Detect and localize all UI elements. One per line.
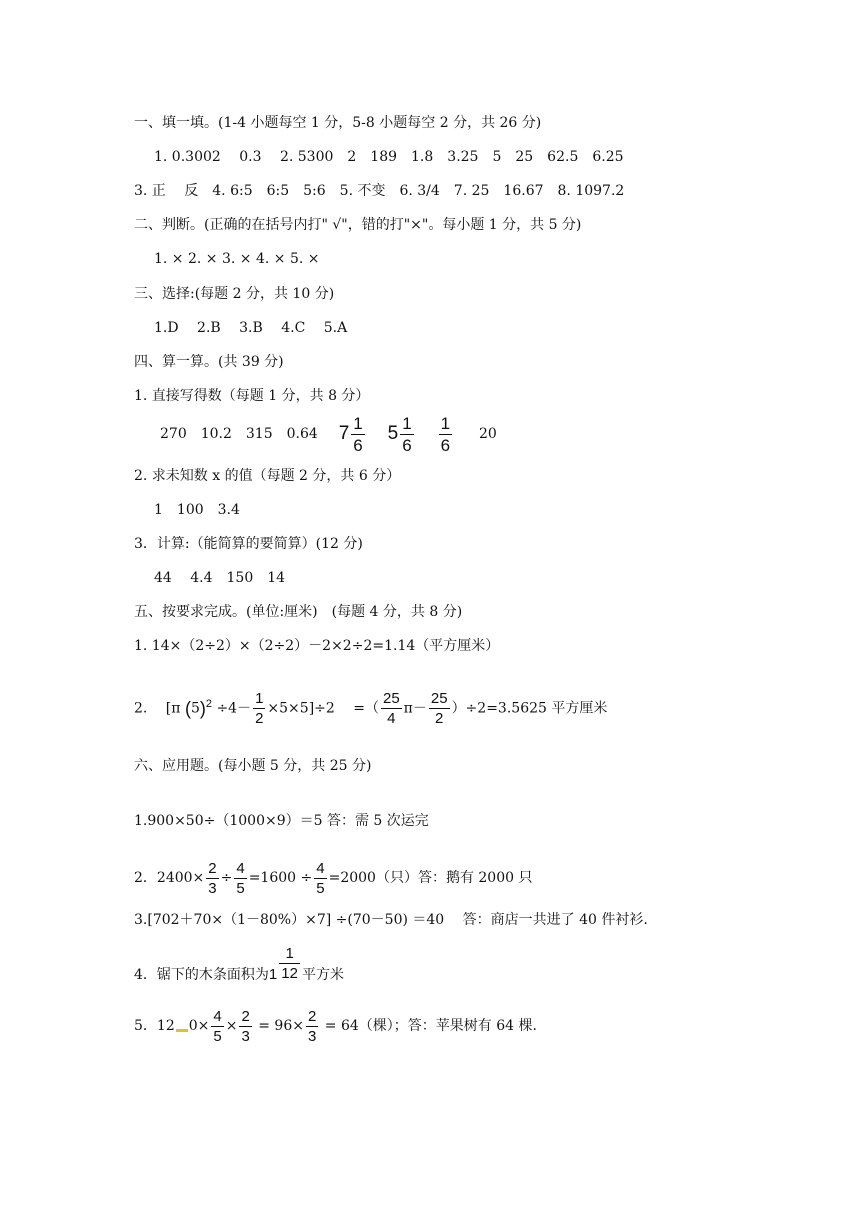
section-2-answers: 1. × 2. × 3. × 4. × 5. × bbox=[154, 251, 320, 267]
q1-fraction-3: $\frac{1}{6}$ bbox=[440, 413, 451, 455]
open-paren: ( bbox=[184, 698, 191, 719]
q5-prefix: 5．12 bbox=[134, 1018, 175, 1034]
q2-fraction-1: $\frac{1}{2}$ bbox=[255, 690, 264, 728]
q4-prefix: 4．锯下的木条面积为 bbox=[134, 967, 269, 983]
section-5-title: 五、按要求完成。(单位:厘米) (每题 4 分，共 8 分) bbox=[134, 604, 463, 620]
section-3-title: 三、选择:(每题 2 分，共 10 分) bbox=[134, 286, 335, 302]
section-6-q5 bbox=[134, 1004, 537, 1048]
q2-prefix: 2．2400× bbox=[134, 870, 205, 886]
q4-whole: 1 bbox=[268, 966, 278, 983]
q5-part-d: = 96× bbox=[253, 1018, 304, 1034]
section-4-title: 四、算一算。(共 39 分) bbox=[134, 354, 284, 370]
section-6-q4 bbox=[134, 944, 344, 1000]
q2-fraction-1: $\frac{2}{3}$ bbox=[208, 859, 217, 897]
q2-result: =2000（只）答：鹅有 2000 只 bbox=[328, 870, 533, 886]
section-4-q1-answers bbox=[160, 412, 497, 456]
section-6-q2 bbox=[134, 856, 532, 900]
section-4-q2-answers: 1 100 3.4 bbox=[154, 502, 240, 518]
q2-part-c: =1600 ÷ bbox=[248, 870, 313, 886]
q1-mixed-1-fraction: $\frac{1}{6}$ bbox=[353, 413, 363, 455]
exponent: 2 bbox=[205, 698, 212, 710]
section-6-title: 六、应用题。(每小题 5 分，共 25 分) bbox=[134, 758, 372, 774]
section-6-q3: 3.[702＋70×（1－80%）×7] ÷(70－50) ＝40 答：商店一共进了 40 件衬衫. bbox=[134, 912, 648, 928]
section-1-title: 一、填一填。(1-4 小题每空 1 分，5-8 小题每空 2 分，共 26 分) bbox=[134, 115, 542, 131]
q2-fraction-3: $\frac{25}{2}$ bbox=[430, 690, 448, 728]
q5-fraction-3: $\frac{2}{3}$ bbox=[307, 1007, 317, 1045]
q1-mixed-2-fraction: $\frac{1}{6}$ bbox=[402, 413, 412, 455]
highlight-mark bbox=[176, 1029, 188, 1032]
q5-fraction-2: $\frac{2}{3}$ bbox=[241, 1007, 250, 1045]
section-4-q3-answers: 44 4.4 150 14 bbox=[154, 570, 286, 586]
q2-part-d: ×5×5]÷2 =（ bbox=[267, 700, 379, 717]
q1-plain-answers: 270 10.2 315 0.64 bbox=[160, 426, 318, 442]
radius-value: 5 bbox=[190, 700, 200, 717]
section-1-answers-line-2: 3. 正 反 4. 6:5 6:5 5:6 5. 不变 6. 3/4 7. 25 16.67 8. 1097.2 bbox=[134, 183, 625, 199]
q2-fraction-3: $\frac{4}{5}$ bbox=[316, 859, 325, 897]
divide-sign: ÷ bbox=[220, 870, 233, 886]
q2-part-e: π－ bbox=[403, 700, 427, 717]
q5-fraction-1: $\frac{4}{5}$ bbox=[213, 1007, 222, 1045]
q2-part-c: ÷4－ bbox=[216, 700, 252, 717]
q5-part-b: 0× bbox=[188, 1018, 210, 1034]
section-3-answers: 1.D 2.B 3.B 4.C 5.A bbox=[154, 320, 348, 336]
q1-mixed-1-whole: 7 bbox=[338, 423, 350, 444]
close-paren: ) bbox=[199, 698, 206, 719]
section-4-q1-title: 1. 直接写得数（每题 1 分，共 8 分） bbox=[134, 388, 370, 404]
q5-result: = 64（棵）；答：苹果树有 64 棵. bbox=[320, 1018, 537, 1034]
section-4-q3-title: 3．计算:（能简算的要简算）(12 分) bbox=[134, 536, 363, 552]
q1-last-answer: 20 bbox=[478, 426, 497, 442]
section-6-q1: 1.900×50÷（1000×9）＝5 答：需 5 次运完 bbox=[134, 813, 429, 829]
section-2-title: 二、判断。(正确的在括号内打" √"，错的打"×"。每小题 1 分，共 5 分) bbox=[134, 217, 582, 233]
q4-fraction: $\frac{1}{12}$ bbox=[281, 944, 298, 982]
q2-prefix: 2. [π bbox=[134, 700, 181, 717]
q1-mixed-2-whole: 5 bbox=[387, 423, 399, 444]
section-5-q1: 1. 14×（2÷2）×（2÷2）－2×2÷2=1.14（平方厘米） bbox=[134, 638, 500, 654]
section-5-q2 bbox=[134, 682, 607, 731]
section-4-q2-title: 2. 求未知数 x 的值（每题 2 分，共 6 分） bbox=[134, 468, 401, 484]
q2-result: ）÷2=3.5625 平方厘米 bbox=[451, 700, 608, 717]
times-sign: × bbox=[225, 1018, 238, 1034]
q2-fraction-2: $\frac{25}{4}$ bbox=[382, 690, 400, 728]
q2-fraction-2: $\frac{4}{5}$ bbox=[236, 859, 245, 897]
section-1-answers-line-1: 1. 0.3002 0.3 2. 5300 2 189 1.8 3.25 5 25 62.5 6.25 bbox=[154, 149, 624, 165]
q4-unit: 平方米 bbox=[301, 967, 344, 983]
